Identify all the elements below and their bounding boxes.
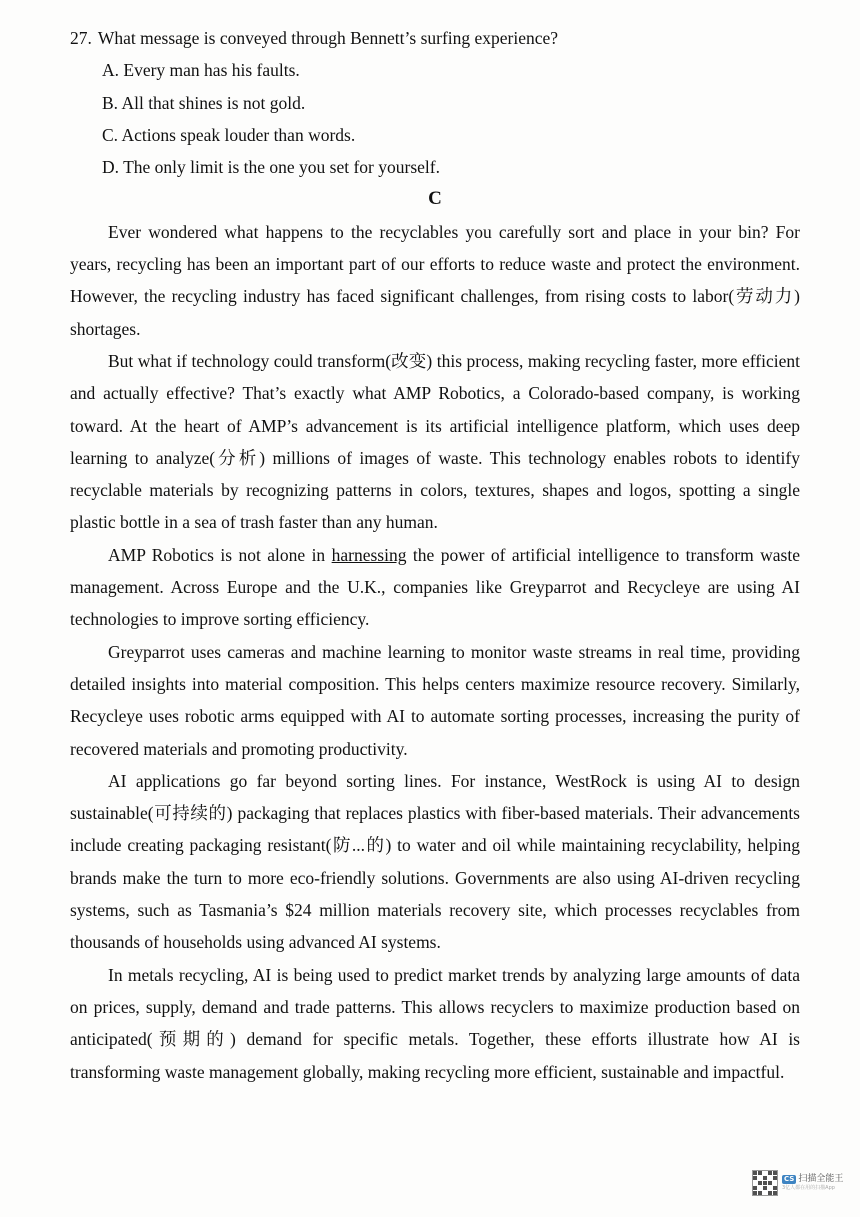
cs-logo-icon: CS: [784, 1175, 795, 1183]
passage-paragraph-2: But what if technology could transform(改变) this process, making recycling faster, more efficient and actually effective? That’s exactly what AMP Robotics, a Colorado-based company, is working toward. At the heart of AMP’s advancement is its artificial intelligence platform, which uses deep learning to analyze(分析) millions of images of waste. This technology enables robots to identify recyclable materials by recognizing patterns in colors, textures, shapes and logos, spotting a single plastic bottle in a sea of trash faster than any human.: [70, 350, 800, 533]
scanner-badge-text: [782, 1175, 843, 1191]
question-27-stem: [70, 22, 800, 54]
passage-paragraph-1: Ever wondered what happens to the recyclables you carefully sort and place in your bin? For years, recycling has been an important part of our efforts to reduce waste and protect the environment. However, the recycling industry has faced significant challenges, from rising costs to labor(劳动力) shortages.: [70, 221, 800, 339]
question-number: 27.: [70, 28, 92, 48]
document-content: [70, 22, 800, 1088]
qr-code-icon: [752, 1170, 778, 1196]
underlined-word: harnessing: [331, 544, 407, 565]
section-heading: C: [428, 188, 442, 210]
option-d: D. The only limit is the one you set for yourself.: [102, 157, 440, 178]
paragraph-3-start: AMP Robotics is not alone in: [108, 544, 332, 565]
paragraph-3-end: the power of artificial intelligence to transform waste management. Across Europe and the U.K., companies like Greyparrot and Recycleye are using AI technologies to improve sorting efficiency.: [70, 544, 800, 630]
option-c: C. Actions speak louder than words.: [102, 124, 356, 145]
question-text: What message is conveyed through Bennett’s surfing experience?: [97, 28, 559, 48]
scanner-watermark: [752, 1166, 844, 1200]
passage-paragraph-5: AI applications go far beyond sorting lines. For instance, WestRock is using AI to design sustainable(可持续的) packaging that replaces plastics with fiber-based materials. Their advancements include creating packaging resistant(防...的) to water and oil while maintaining recyclability, helping brands make the turn to more eco-friendly solutions. Governments are also using AI-driven recycling systems, such as Tasmania’s $24 million materials recovery site, which processes recyclables from thousands of households using advanced AI systems.: [70, 770, 800, 953]
option-b: B. All that shines is not gold.: [102, 92, 306, 113]
passage-paragraph-6: In metals recycling, AI is being used to predict market trends by analyzing large amounts of data on prices, supply, demand and trade patterns. This allows recyclers to maximize production based on anticipated(预期的) demand for specific metals. Together, these efforts illustrate how AI is transforming waste management globally, making recycling more efficient, sustainable and impactful.: [70, 964, 800, 1082]
scanner-app-name: 扫描全能王: [798, 1174, 844, 1184]
passage-paragraph-3: [70, 539, 800, 636]
scanner-tagline: 3亿人都在用的扫描App: [782, 1185, 835, 1191]
passage-paragraph-4: Greyparrot uses cameras and machine learning to monitor waste streams in real time, providing detailed insights into material composition. This helps centers maximize resource recovery. Similarly, Recycleye uses robotic arms equipped with AI to automate sorting processes, increasing the purity of recovered materials and promoting productivity.: [70, 641, 800, 759]
option-a: A. Every man has his faults.: [102, 60, 300, 81]
